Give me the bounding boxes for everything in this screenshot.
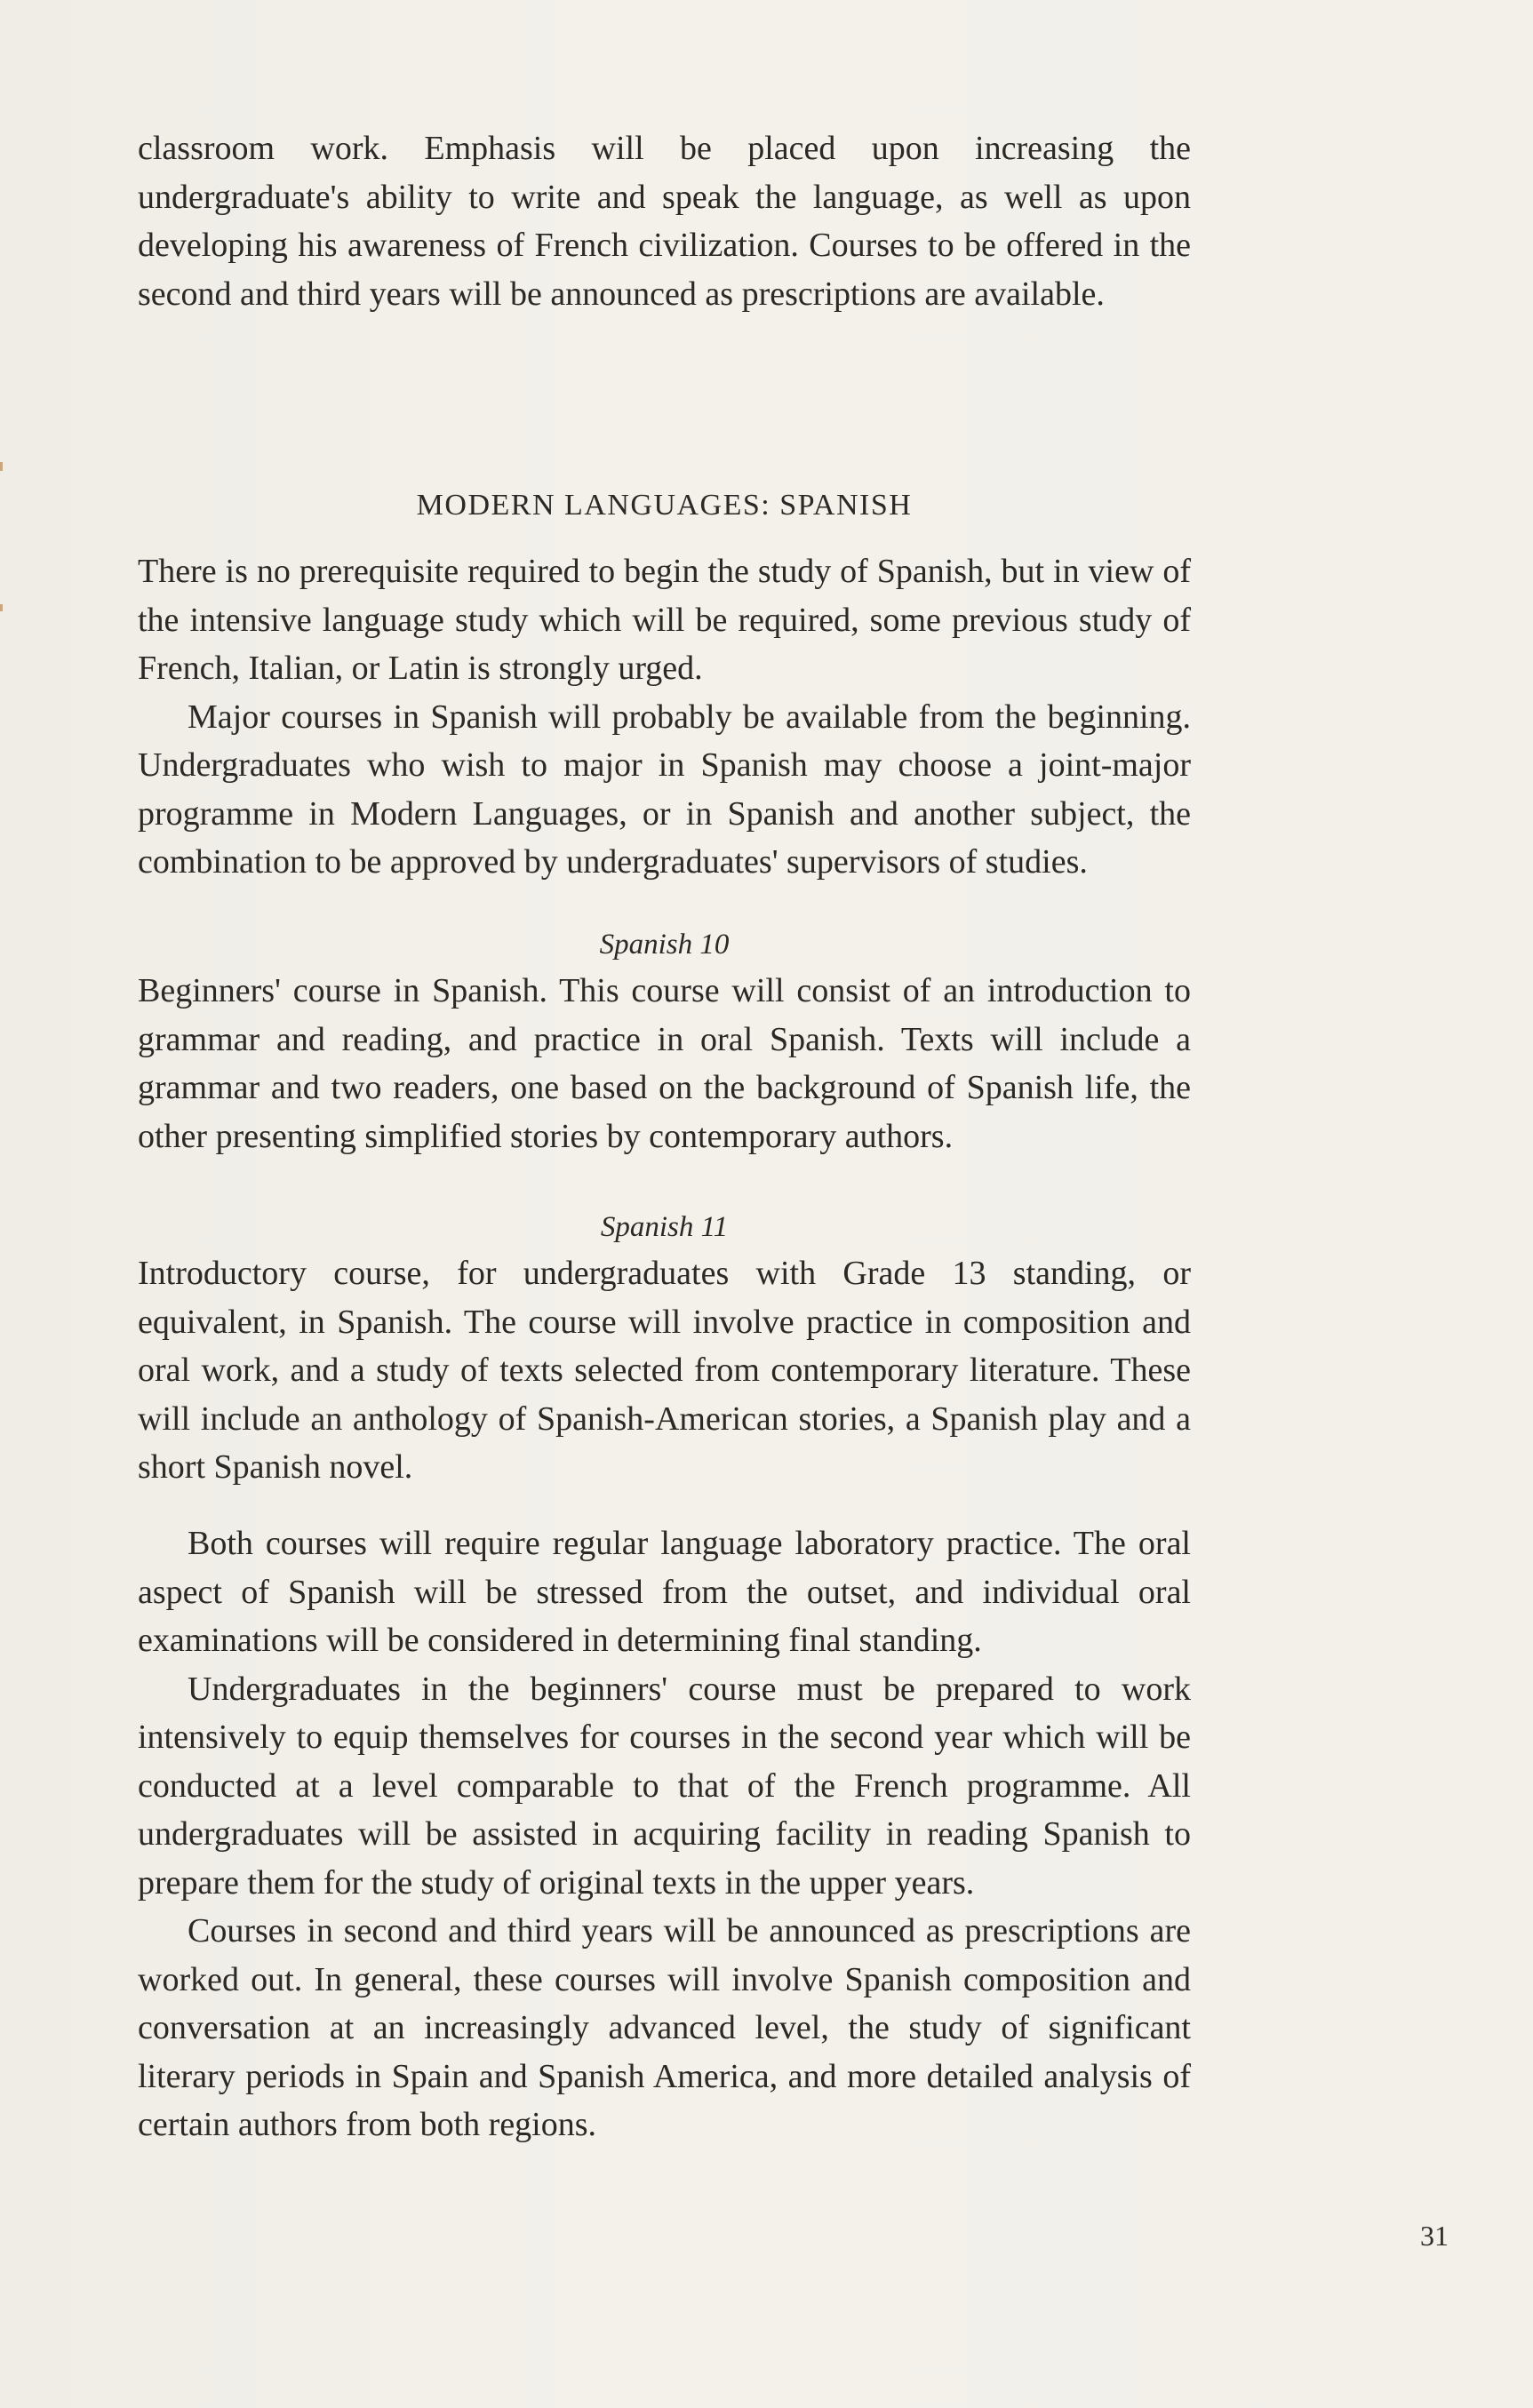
page-edge-mark (0, 462, 3, 471)
major-courses-paragraph: Major courses in Spanish will probably be available from the beginning. Undergraduates who wish to major in Spanish may choose a joint-major programme in Modern Languages, or in Spanish and another subject, the combination to be approved by undergraduates' supervisors of studies. (138, 698, 1191, 881)
section-heading: MODERN LANGUAGES: SPANISH (416, 489, 913, 522)
page-edge-mark (0, 604, 3, 611)
course-description: Introductory course, for undergraduates with Grade 13 standing, or equivalent, in Spanish. The course will involve practice in composition and oral work, and a study of texts selected from contemporary literature. These will include an anthology of Spanish-American stories, a Spanish play and a short Spanish novel. (138, 1255, 1191, 1486)
laboratory-paragraph: Both courses will require regular language laboratory practice. The oral aspect of Spanish will be stressed from the outset, and individual oral examinations will be considered in determining final standing. (138, 1525, 1191, 1659)
prerequisite-paragraph: There is no prerequisite required to begin the study of Spanish, but in view of the intensive language study which will be required, some previous study of French, Italian, or Latin is strongly urged. (138, 553, 1191, 687)
spanish-intro-block (138, 547, 1191, 887)
course-title: Spanish 10 (599, 929, 730, 961)
french-continuation-block (138, 124, 1191, 318)
page-number: 31 (1420, 2220, 1449, 2252)
course-description: Beginners' course in Spanish. This course will consist of an introduction to grammar and reading, and practice in oral Spanish. Texts will include a grammar and two readers, one based on the background of Spanish life, the other presenting simplified stories by contemporary authors. (138, 972, 1191, 1155)
upper-years-paragraph: Courses in second and third years will be announced as prescriptions are worked out. In general, these courses will involve Spanish composition and conversation at an increasingly advanced level, the study of significant literary periods in Spain and Spanish America, and more detailed analysis of certain authors from both regions. (138, 1912, 1191, 2143)
beginners-paragraph: Undergraduates in the beginners' course must be prepared to work intensively to equip themselves for courses in the second year which will be conducted at a level comparable to that of the French programme. All undergraduates will be assisted in acquiring facility in reading Spanish to prepare them for the study of original texts in the upper years. (138, 1670, 1191, 1902)
course-spanish-10 (138, 922, 1191, 1160)
french-continuation-paragraph: classroom work. Emphasis will be placed upon increasing the undergraduate's ability to write and speak the language, as well as upon developing his awareness of French civilization. Courses to be offered in the second and third years will be announced as prescriptions are available. (138, 130, 1191, 313)
course-title: Spanish 11 (600, 1211, 729, 1243)
closing-paragraphs-block (138, 1519, 1191, 2149)
course-spanish-11 (138, 1205, 1191, 1492)
